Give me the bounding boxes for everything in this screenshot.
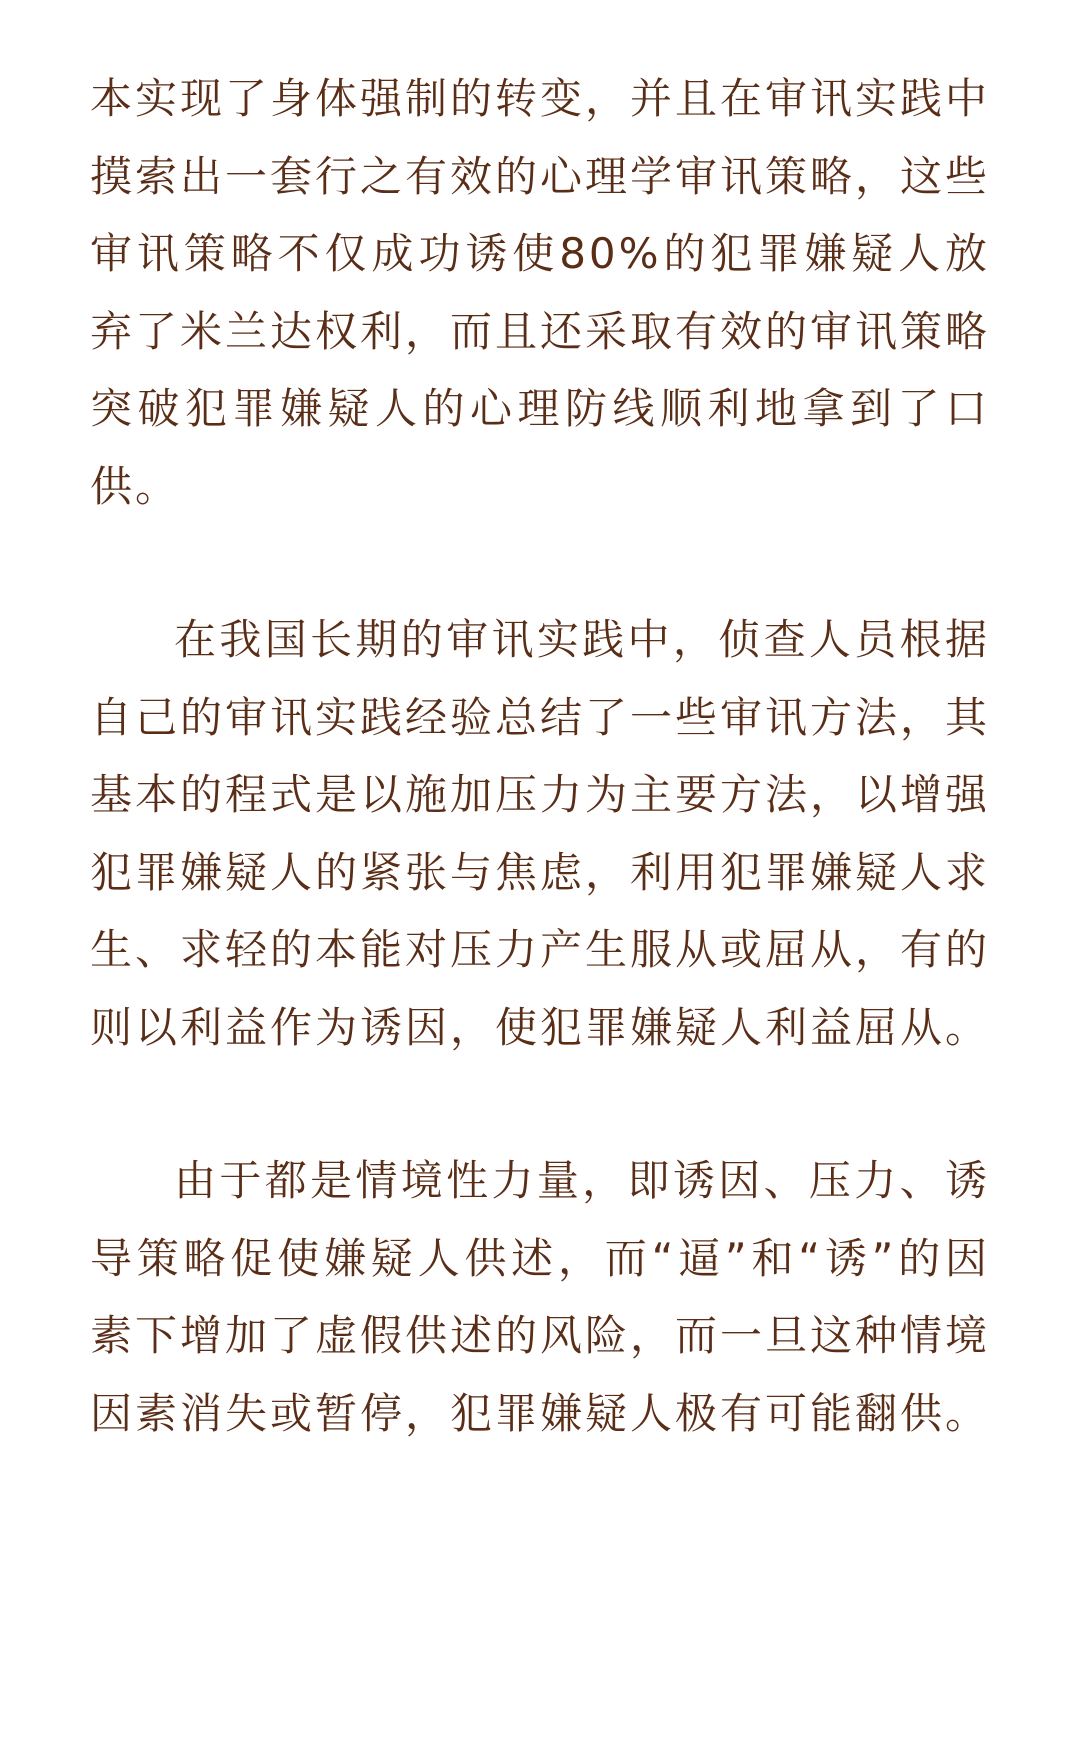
paragraph-2: 在我国长期的审讯实践中，侦查人员根据自己的审讯实践经验总结了一些审讯方法，其基本的程式是以施加压力为主要方法，以增强犯罪嫌疑人的紧张与焦虑，利用犯罪嫌疑人求生、求轻的本能对压力产生服从或屈从，有的则以利益作为诱因，使犯罪嫌疑人利益屈从。 [90,615,991,1052]
paragraph-3: 由于都是情境性力量，即诱因、压力、诱导策略促使嫌疑人供述，而“逼”和“诱”的因素下增加了虚假供述的风险，而一旦这种情境因素消失或暂停，犯罪嫌疑人极有可能翻供。 [90,1156,991,1438]
paragraph-1: 本实现了身体强制的转变，并且在审讯实践中摸索出一套行之有效的心理学审讯策略，这些审讯策略不仅成功诱使80%的犯罪嫌疑人放弃了米兰达权利，而且还采取有效的审讯策略突破犯罪嫌疑人的心理防线顺利地拿到了口供。 [90,74,991,511]
